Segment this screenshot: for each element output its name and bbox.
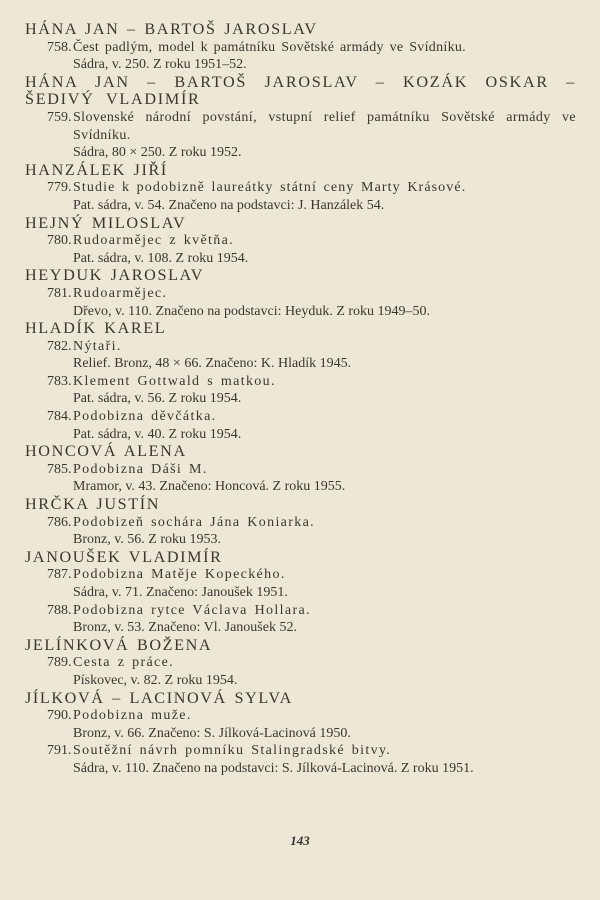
- work-title: Podobizeň sochára Jána Koniarka.: [73, 514, 316, 530]
- work-item: [25, 39, 576, 74]
- artist-entry: [25, 443, 576, 496]
- work-item: [25, 408, 576, 443]
- work-detail: Pat. sádra, v. 56. Z roku 1954.: [73, 391, 242, 407]
- work-detail: Sádra, v. 250. Z roku 1951–52.: [73, 57, 247, 73]
- work-title: Cesta z práce.: [73, 655, 175, 671]
- work-detail: Pat. sádra, v. 54. Značeno na podstavci: J. Hanzálek 54.: [73, 197, 385, 213]
- work-title: Podobizna Dáši M.: [73, 461, 208, 477]
- work-detail: Sádra, 80 × 250. Z roku 1952.: [73, 145, 242, 161]
- work-detail: Pískovec, v. 82. Z roku 1954.: [73, 672, 238, 688]
- work-detail: Bronz, v. 56. Z roku 1953.: [73, 532, 222, 548]
- work-item: [25, 602, 576, 637]
- work-detail: Sádra, v. 110. Značeno na podstavci: S. Jílková-Lacinová. Z roku 1951.: [73, 760, 474, 776]
- work-title: Studie k podobizně laureátky státní ceny Marty Krásové.: [73, 180, 467, 196]
- work-number: 791.: [47, 743, 72, 759]
- artist-entry: [25, 496, 576, 549]
- artist-entry: [25, 690, 576, 778]
- work-detail: Bronz, v. 53. Značeno: Vl. Janoušek 52.: [73, 620, 297, 636]
- work-number: 788.: [47, 602, 72, 618]
- artist-entry: [25, 267, 576, 320]
- work-item: [25, 179, 576, 214]
- work-number: 783.: [47, 373, 72, 389]
- work-title: Slovenské národní povstání, vstupní relief památníku Sovětské armády ve Svídníku.: [73, 109, 576, 143]
- artist-name: HANZÁLEK JIŘÍ: [25, 160, 168, 179]
- work-detail: Mramor, v. 43. Značeno: Honcová. Z roku 1955.: [73, 479, 346, 495]
- work-item: [25, 109, 576, 162]
- work-number: 781.: [47, 285, 72, 301]
- work-title: Nýtaři.: [73, 338, 122, 354]
- work-item: [25, 566, 576, 601]
- work-item: [25, 338, 576, 373]
- work-item: [25, 514, 576, 549]
- artist-name: HEJNÝ MILOSLAV: [25, 213, 187, 232]
- work-title: Rudoarmějec z květňa.: [73, 233, 235, 249]
- work-item: [25, 461, 576, 496]
- artist-name: HEYDUK JAROSLAV: [25, 266, 205, 285]
- work-title: Podobizna rytce Václava Hollara.: [73, 602, 311, 618]
- work-detail: Sádra, v. 71. Značeno: Janoušek 1951.: [73, 585, 288, 600]
- work-title: Podobizna děvčátka.: [73, 409, 217, 425]
- artist-entry: [25, 74, 576, 162]
- artist-entry: [25, 215, 576, 268]
- work-item: [25, 742, 576, 777]
- artist-name: JELÍNKOVÁ BOŽENA: [25, 635, 213, 654]
- artist-name: HÁNA JAN – BARTOŠ JAROSLAV – KOZÁK OSKAR – ŠEDIVÝ VLADIMÍR: [25, 72, 576, 109]
- artist-entry: [25, 637, 576, 690]
- work-detail: Pat. sádra, v. 40. Z roku 1954.: [73, 426, 242, 442]
- work-number: 782.: [47, 338, 72, 354]
- work-detail: Bronz, v. 66. Značeno: S. Jílková-Lacinová 1950.: [73, 725, 351, 741]
- work-title: Podobizna Matěje Kopeckého.: [73, 567, 286, 583]
- catalog-page: [25, 21, 576, 778]
- work-detail: Relief. Bronz, 48 × 66. Značeno: K. Hladík 1945.: [73, 356, 352, 372]
- work-title: Podobizna muže.: [73, 708, 192, 724]
- work-item: [25, 707, 576, 742]
- work-number: 784.: [47, 409, 72, 425]
- work-number: 759.: [47, 109, 72, 125]
- work-item: [25, 373, 576, 408]
- work-title: Čest padlým, model k památníku Sovětské armády ve Svídníku.: [73, 39, 466, 55]
- artist-name: JANOUŠEK VLADIMÍR: [25, 547, 223, 566]
- work-title: Soutěžní návrh pomníku Stalingradské bitvy.: [73, 743, 392, 759]
- work-item: [25, 654, 576, 689]
- artist-name: HÁNA JAN – BARTOŠ JAROSLAV: [25, 20, 318, 38]
- work-detail: Pat. sádra, v. 108. Z roku 1954.: [73, 250, 249, 266]
- work-title: Rudoarmějec.: [73, 285, 168, 301]
- artist-entry: [25, 162, 576, 215]
- artist-name: HRČKA JUSTÍN: [25, 495, 160, 514]
- artist-name: HONCOVÁ ALENA: [25, 442, 187, 461]
- artist-entry: [25, 549, 576, 637]
- artist-entry: [25, 320, 576, 443]
- work-title: Klement Gottwald s matkou.: [73, 373, 276, 389]
- work-number: 758.: [47, 39, 72, 55]
- work-detail: Dřevo, v. 110. Značeno na podstavci: Heyduk. Z roku 1949–50.: [73, 303, 431, 319]
- work-number: 785.: [47, 461, 72, 477]
- work-number: 789.: [47, 655, 72, 671]
- work-number: 780.: [47, 233, 72, 249]
- work-number: 787.: [47, 567, 72, 583]
- work-number: 786.: [47, 514, 72, 530]
- work-item: [25, 232, 576, 267]
- page-number: 143: [290, 833, 310, 848]
- work-item: [25, 285, 576, 320]
- work-number: 779.: [47, 180, 72, 196]
- artist-name: HLADÍK KAREL: [25, 319, 167, 338]
- artist-name: JÍLKOVÁ – LACINOVÁ SYLVA: [25, 688, 293, 707]
- artist-entry: [25, 21, 576, 74]
- work-number: 790.: [47, 708, 72, 724]
